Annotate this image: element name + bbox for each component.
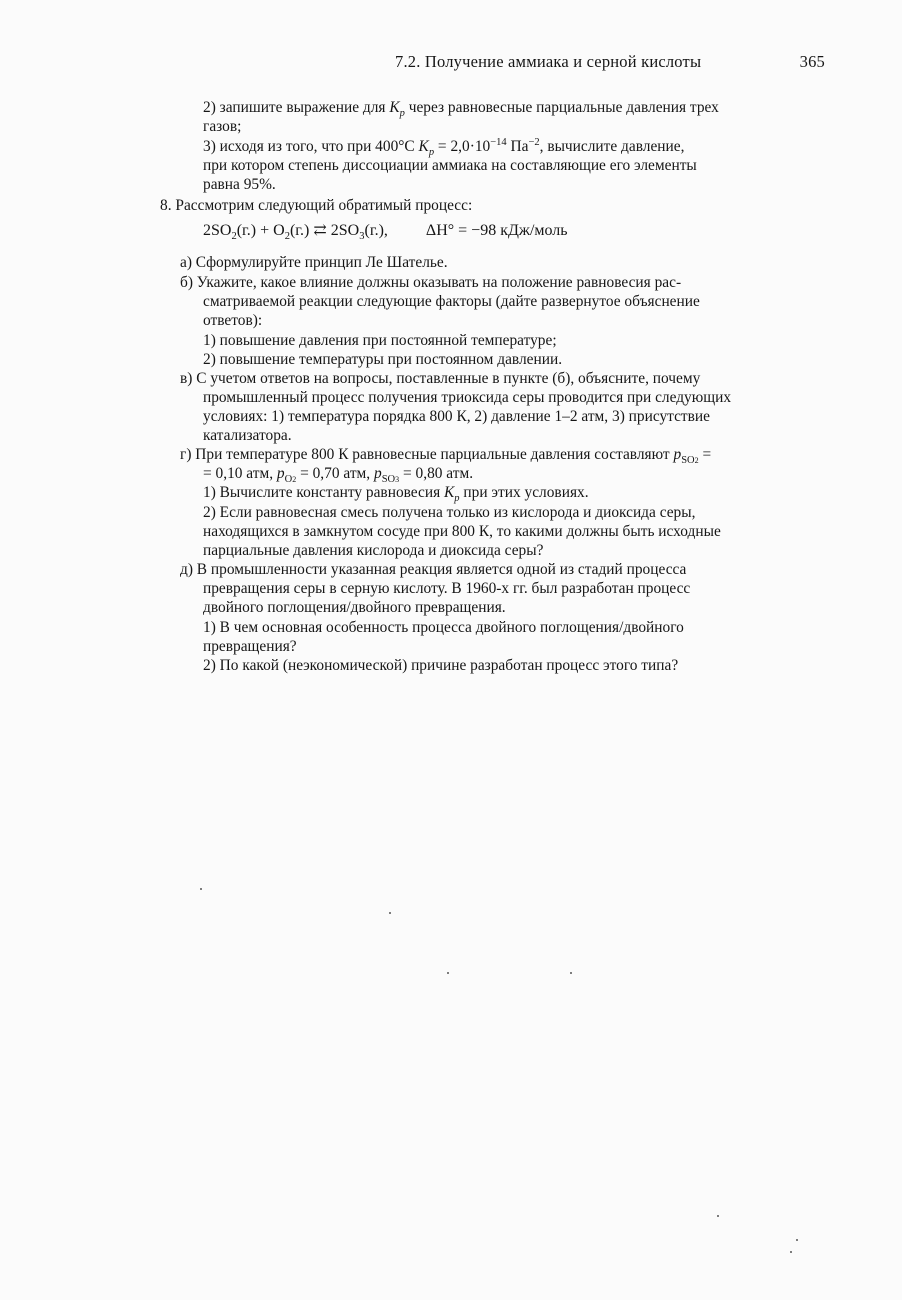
running-header bbox=[395, 52, 825, 72]
scan-speck bbox=[796, 1239, 798, 1241]
reaction-equation: $2SO_2(г.) + O_2(г.)$ ⇄ $2SO_3(г.)$, ΔH° = −98 кДж/моль bbox=[203, 222, 568, 242]
text-line: = 0,10 атм, $p_{O2} = 0,70$ атм, $p_{SO3} = 0,80$ атм. bbox=[203, 465, 474, 485]
text-line: 1) Вычислите константу равновесия $K_p$ при этих условиях. bbox=[203, 484, 589, 504]
text-line: 1) В чем основная особенность процесса двойного поглощения/двойного bbox=[203, 619, 684, 636]
text-line: сматриваемой реакции следующие факторы (дайте развернутое объяснение bbox=[203, 293, 700, 310]
text-line: находящихся в замкнутом сосуде при 800 К, то какими должны быть исходные bbox=[203, 523, 721, 540]
scan-speck bbox=[790, 1251, 792, 1253]
text-line: ответов): bbox=[203, 312, 263, 329]
text-line: при котором степень диссоциации аммиака на составляющие его элементы bbox=[203, 157, 697, 174]
text-line: 2) запишите выражение для $K_p$ через равновесные парциальные давления трех bbox=[203, 99, 719, 119]
text-line: 2) Если равновесная смесь получена только из кислорода и диоксида серы, bbox=[203, 504, 696, 521]
scan-speck bbox=[389, 912, 391, 914]
text-line: б) Укажите, какое влияние должны оказывать на положение равновесия рас- bbox=[180, 274, 682, 291]
text-line: д) В промышленности указанная реакция является одной из стадий процесса bbox=[180, 561, 687, 578]
text-line: условиях: 1) температура порядка 800 К, 2) давление 1–2 атм, 3) присутствие bbox=[203, 408, 710, 425]
text-line: 1) повышение давления при постоянной температуре; bbox=[203, 332, 557, 349]
text-line: а) Сформулируйте принцип Ле Шателье. bbox=[180, 254, 448, 271]
text-line: равна 95%. bbox=[203, 176, 276, 193]
scan-speck bbox=[717, 1215, 719, 1217]
text-line: 3) исходя из того, что при 400°C $K_p = 2,0\cdot 10^{-14}$ $Па^{-2}$, вычислите давление, bbox=[203, 137, 685, 158]
text-line: двойного поглощения/двойного превращения. bbox=[203, 599, 506, 616]
page-number: 365 bbox=[799, 52, 825, 71]
text-line: промышленный процесс получения триоксида серы проводится при следующих bbox=[203, 389, 732, 406]
scan-speck bbox=[570, 972, 572, 974]
scan-speck bbox=[447, 972, 449, 974]
text-line: в) С учетом ответов на вопросы, поставленные в пункте (б), объясните, почему bbox=[180, 370, 701, 387]
text-line: 2) повышение температуры при постоянном давлении. bbox=[203, 351, 563, 368]
text-line: превращения серы в серную кислоту. В 1960-х гг. был разработан процесс bbox=[203, 580, 691, 597]
text-line: превращения? bbox=[203, 638, 297, 655]
header-title: 7.2. Получение аммиака и серной кислоты bbox=[395, 52, 702, 71]
problem-heading: 8. Рассмотрим следующий обратимый процесс: bbox=[160, 197, 473, 214]
text-line: 2) По какой (неэкономической) причине разработан процесс этого типа? bbox=[203, 657, 679, 674]
text-line: катализатора. bbox=[203, 427, 292, 444]
text-line: газов; bbox=[203, 118, 242, 135]
text-line: г) При температуре 800 К равновесные парциальные давления составляют $p_{SO2}$ = bbox=[180, 446, 712, 466]
scan-speck bbox=[200, 888, 202, 890]
text-line: парциальные давления кислорода и диоксида серы? bbox=[203, 542, 544, 559]
